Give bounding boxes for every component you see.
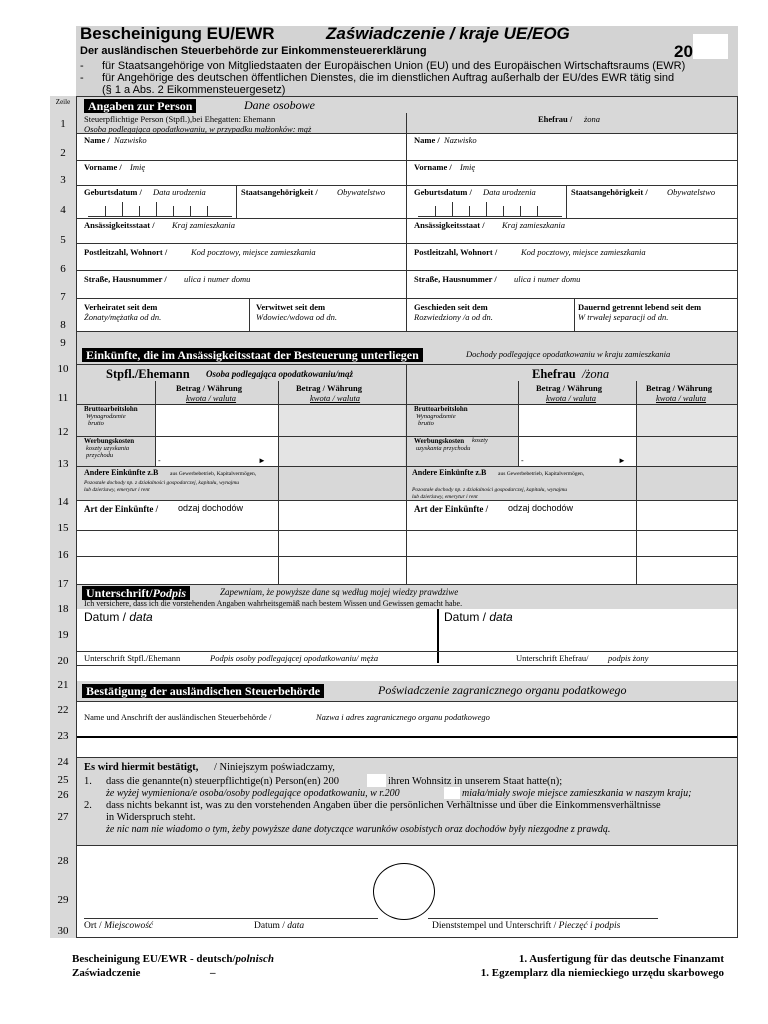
rule	[77, 466, 737, 467]
signature-section-title-pl: Zapewniam, że powyższe dane są według mojej wiedzy prawdziwe	[220, 587, 459, 597]
signature-field-wife[interactable]	[442, 626, 734, 650]
rule	[77, 270, 737, 271]
rule	[77, 160, 737, 161]
strasse-field-left[interactable]	[80, 284, 402, 296]
item1-pl-a: że wyżej wymieniona/e osoba/osoby podlegające opodatkowaniu, w r.200	[106, 788, 400, 799]
andere-label-left: Andere Einkünfte z.B	[84, 468, 159, 477]
andere-pl1-left: Pozostałe dochody np. z działalności gospodarczej, kapitału, wynajmu	[84, 480, 240, 486]
sig-wife-label: Unterschrift Ehefrau/	[516, 653, 589, 663]
rule	[77, 404, 737, 405]
line-number: 10	[57, 363, 69, 375]
rule	[236, 186, 237, 218]
line-number: 15	[57, 522, 69, 534]
rule	[435, 206, 436, 216]
werb-pl-inline-right: koszty	[472, 437, 488, 444]
gesch-date-field[interactable]	[504, 304, 570, 326]
zeile-label: Zeile	[55, 98, 71, 106]
title-pl: Zaświadczenie / kraje UE/EOG	[326, 24, 570, 43]
income-section-title-pl: Dochody podlegające opodatkowaniu w kraju zamieszkania	[466, 349, 671, 359]
rule	[77, 736, 737, 738]
rule	[77, 701, 737, 702]
stpfl-heading: Stpfl./Ehemann	[106, 367, 190, 381]
bullet1-dash: -	[80, 60, 84, 72]
stamp-label: Dienststempel und Unterschrift / Pieczęć i podpis	[432, 921, 621, 931]
authority-name-field[interactable]	[80, 724, 734, 734]
rule	[122, 202, 123, 216]
plz-field-right[interactable]	[410, 257, 732, 268]
werb-amount-left[interactable]	[166, 439, 254, 463]
art-label-right: Art der Einkünfte /	[414, 504, 489, 514]
vorname-label-left-pl: Imię	[130, 162, 146, 172]
item2-no: 2.	[84, 800, 92, 811]
plz-label-left: Postleitzahl, Wohnort /	[84, 247, 168, 257]
line-number: 20	[57, 655, 69, 667]
staat-field-left[interactable]	[240, 198, 402, 216]
line-number: 29	[57, 894, 69, 906]
brutto-amount-right[interactable]	[521, 407, 633, 433]
ehefrau-heading: Ehefrau	[532, 367, 576, 381]
footer-left-dash: –	[210, 967, 216, 979]
rule	[77, 530, 737, 531]
art-field-row15-left[interactable]	[80, 532, 276, 554]
gesch-label: Geschieden seit dem	[414, 302, 488, 312]
rule	[77, 651, 737, 652]
art-label-left-pl: odzaj dochodów	[178, 503, 244, 513]
line-number: 9	[60, 337, 66, 349]
geburt-label-left-pl: Data urodzenia	[153, 187, 206, 197]
sig-wife-label-pl: podpis żony	[608, 653, 649, 663]
wife-label-pl: żona	[584, 114, 601, 124]
verw-label-pl: Wdowiec/wdowa od dn.	[256, 312, 337, 322]
strasse-field-right[interactable]	[410, 284, 732, 296]
rule	[190, 206, 191, 216]
rule	[486, 202, 487, 216]
datum-label-right: Datum / data	[444, 610, 513, 624]
name-label-left-pl: Nazwisko	[114, 135, 147, 145]
brutto-pl1-right: Wynagrodzenie	[416, 413, 456, 420]
rule	[520, 206, 521, 216]
item1-no: 1.	[84, 776, 92, 787]
rule	[77, 500, 737, 501]
line-number: 18	[57, 603, 69, 615]
year-field-item1-pl[interactable]	[444, 787, 460, 799]
ansass-field-left[interactable]	[80, 230, 402, 241]
werb-minus-left: -	[158, 456, 161, 465]
line-number: 27	[57, 811, 69, 823]
item1-text-a: dass die genannte(n) steuerpflichtige(n) Person(en) 200	[106, 776, 339, 787]
income-divider	[406, 364, 407, 584]
rule	[636, 500, 637, 584]
arrow-right-icon: ►	[618, 456, 626, 465]
andere-label-right: Andere Einkünfte z.B	[412, 468, 487, 477]
rule	[77, 436, 737, 437]
line-number: 6	[60, 263, 66, 275]
rule	[77, 243, 737, 244]
rule	[574, 298, 575, 331]
bullet2b: (§ 1 a Abs. 2 Eikommensteuergesetz)	[102, 84, 286, 96]
line-number: 17	[57, 578, 69, 590]
andere-pl1-right: Pozostałe dochody np. z działalności gospodarczej, kapitału, wynajmu	[412, 487, 568, 493]
rule	[428, 918, 658, 919]
geburt-label-right-pl: Data urodzenia	[483, 187, 536, 197]
line-number: 14	[57, 496, 69, 508]
ort-label: Ort / Miejscowość	[84, 921, 154, 931]
rule	[278, 500, 279, 584]
betrag-col1-pl: kwota / waluta	[186, 393, 237, 403]
rule	[207, 206, 208, 216]
staat-field-right[interactable]	[570, 198, 732, 216]
verw-label: Verwitwet seit dem	[256, 302, 326, 312]
item1-text-b: ihren Wohnsitz in unserem Staat hatte(n);	[388, 776, 563, 787]
brutto-label-right: Bruttoarbeitslohn	[414, 405, 468, 413]
strasse-label-left-pl: ulica i numer domu	[184, 274, 251, 284]
plz-field-left[interactable]	[80, 257, 402, 268]
werb-minus-right: -	[521, 456, 524, 465]
arrow-right-icon: ►	[258, 456, 266, 465]
strasse-label-left: Straße, Hausnummer /	[84, 274, 167, 284]
authority-section-title-pl: Poświadczenie zagranicznego organu podatkowego	[378, 683, 627, 697]
betrag-col4-pl: kwota / waluta	[656, 393, 707, 403]
ansass-label-right: Ansässigkeitsstaat /	[414, 220, 485, 230]
rule	[278, 381, 279, 500]
betrag-col2: Betrag / Währung	[296, 383, 362, 393]
ansass-label-right-pl: Kraj zamieszkania	[502, 220, 566, 230]
art-field-row15-right[interactable]	[410, 532, 634, 554]
dauernd-label: Dauernd getrennt lebend seit dem	[578, 302, 702, 312]
income-left-col2	[278, 404, 405, 466]
confirm-heading: Es wird hiermit bestätigt,	[84, 762, 199, 773]
name-label-right-pl: Nazwisko	[444, 135, 477, 145]
name-field-right[interactable]	[410, 145, 732, 158]
authority-section-title: Bestätigung der ausländischen Steuerbehörde	[82, 684, 324, 698]
brutto-pl1-left: Wynagrodzenie	[86, 413, 126, 420]
rule	[503, 206, 504, 216]
line-number: 21	[57, 679, 69, 691]
rule	[537, 206, 538, 216]
item2-pl: że nic nam nie wiadomo o tym, żeby powyższe dane dotyczące warunków osobistych oraz dochodów były niezgodne z prawdą.	[106, 824, 611, 835]
verw-date-field[interactable]	[346, 304, 402, 326]
vorname-label-right: Vorname /	[414, 162, 452, 172]
rule	[437, 609, 439, 663]
name-label-right: Name /	[414, 135, 440, 145]
art-label-right-pl: odzaj dochodów	[508, 503, 574, 513]
art-field-row16-left[interactable]	[80, 558, 276, 582]
gesch-label-pl: Rozwiedziony /a od dn.	[414, 312, 493, 322]
rule	[566, 186, 567, 218]
betrag-col1: Betrag / Währung	[176, 383, 242, 393]
ansass-label-left-pl: Kraj zamieszkania	[172, 220, 236, 230]
ansass-field-right[interactable]	[410, 230, 732, 241]
line-number: 25	[57, 774, 69, 786]
andere-pl2-left: lub dzierżawy, emerytur i rent	[84, 487, 150, 493]
rule	[77, 757, 737, 758]
line-number: 24	[57, 756, 69, 768]
rule	[155, 381, 156, 466]
footer-left-2: Zaświadczenie	[72, 967, 141, 979]
verh-label-pl: Żonaty/mężatka od dn.	[84, 312, 162, 322]
line-number: 4	[60, 204, 66, 216]
brutto-label-left: Bruttoarbeitslohn	[84, 405, 138, 413]
line-number: 1	[60, 118, 66, 130]
footer-left-1: Bescheinigung EU/EWR - deutsch/polnisch	[72, 953, 275, 965]
wife-label: Ehefrau /	[538, 114, 573, 124]
income-section-title: Einkünfte, die im Ansässigkeitsstaat der Besteuerung unterliegen	[82, 348, 423, 362]
name-label-left: Name /	[84, 135, 110, 145]
rule	[77, 218, 737, 219]
brutto-pl2-left: brutto	[88, 420, 104, 427]
line-number: 19	[57, 629, 69, 641]
authority-datum-field[interactable]	[250, 892, 370, 916]
rule	[77, 185, 737, 186]
footer-right-1: 1. Ausfertigung für das deutsche Finanzamt	[518, 953, 724, 965]
line-number: 12	[57, 426, 69, 438]
werb-pl3-right: uzyskania przychodu	[416, 445, 471, 452]
vorname-label-right-pl: Imię	[460, 162, 476, 172]
line-number: 30	[57, 925, 69, 937]
taxpayer-label: Steuerpflichtige Person (Stpfl.),bei Ehegatten: Ehemann	[84, 114, 276, 124]
birthdate-field-left[interactable]	[88, 202, 232, 217]
andere-pl2-right: lub dzierżawy, emerytur i rent	[412, 494, 478, 500]
person-section-title: Angaben zur Person	[84, 99, 196, 113]
authority-name-label: Name und Anschrift der ausländischen Steuerbehörde /	[84, 712, 272, 722]
betrag-col3: Betrag / Währung	[536, 383, 602, 393]
name-field-left[interactable]	[80, 145, 402, 158]
line-number: 3	[60, 174, 66, 186]
werb-amount-right[interactable]	[529, 439, 615, 463]
stpfl-heading-pl: Osoba podlegająca opodatkowaniu/mąż	[206, 369, 354, 379]
plz-label-right-pl: Kod pocztowy, miejsce zamieszkania	[521, 247, 646, 257]
line-number: 13	[57, 458, 69, 470]
rule	[518, 381, 519, 466]
andere-small-left: aus Gewerbebetrieb, Kapitalvermögen,	[170, 471, 257, 477]
andere-small-right: aus Gewerbebetrieb, Kapitalvermögen,	[498, 471, 585, 477]
geburt-label-right: Geburtsdatum /	[414, 187, 472, 197]
rule	[77, 364, 737, 365]
staat-label-left-pl: Obywatelstwo	[337, 187, 386, 197]
rule	[249, 298, 250, 331]
vorname-field-left[interactable]	[80, 172, 402, 183]
authority-datum-label: Datum / data	[254, 921, 305, 931]
bullet1: für Staatsangehörige von Mitgliedstaaten der Europäischen Union (EU) und des Europäischen Wirtschaftsraums (EWR)	[102, 60, 686, 72]
vorname-field-right[interactable]	[410, 172, 732, 183]
rule	[77, 665, 737, 666]
rule	[77, 556, 737, 557]
year-prefix: 20	[674, 42, 693, 61]
income-right-col2	[636, 404, 737, 466]
ehefrau-heading-pl: /żona	[582, 367, 610, 381]
plz-label-left-pl: Kod pocztowy, miejsce zamieszkania	[191, 247, 316, 257]
strasse-label-right: Straße, Hausnummer /	[414, 274, 497, 284]
official-stamp-circle[interactable]	[373, 863, 435, 920]
staat-label-right: Staatsangehörigkeit /	[571, 187, 648, 197]
rule	[636, 381, 637, 500]
line-number: 16	[57, 549, 69, 561]
betrag-col3-pl: kwota / waluta	[546, 393, 597, 403]
line-number: 8	[60, 319, 66, 331]
confirm-heading-pl: / Niniejszym poświadczamy,	[214, 762, 335, 773]
year-field[interactable]	[693, 34, 728, 59]
line-number: 5	[60, 234, 66, 246]
taxpayer-label-pl: Osoba podlegająca opodatkowaniu, w przypadku małżonków: mąż	[84, 124, 312, 134]
werb-label-left: Werbungskosten	[84, 437, 135, 445]
art-label-left: Art der Einkünfte /	[84, 504, 159, 514]
rule	[84, 918, 378, 919]
sig-husband-label-pl: Podpis osoby podlegającej opodatkowaniu/ męża	[210, 653, 379, 663]
line-number: 7	[60, 291, 66, 303]
rule	[139, 206, 140, 216]
vorname-label-left: Vorname /	[84, 162, 122, 172]
verh-date-field[interactable]	[176, 304, 244, 326]
art-field-row16-right[interactable]	[410, 558, 634, 582]
rule	[173, 206, 174, 216]
brutto-amount-left[interactable]	[158, 407, 275, 433]
subtitle: Der ausländischen Steuerbehörde zur Einkommensteuererklärung	[80, 45, 427, 57]
betrag-col4: Betrag / Währung	[646, 383, 712, 393]
staat-label-right-pl: Obywatelstwo	[667, 187, 716, 197]
rule	[156, 202, 157, 216]
line-number: 2	[60, 147, 66, 159]
datum-label-left: Datum / data	[84, 610, 153, 624]
signature-field-husband[interactable]	[80, 626, 432, 650]
betrag-col2-pl: kwota / waluta	[310, 393, 361, 403]
geburt-label-left: Geburtsdatum /	[84, 187, 142, 197]
rule	[77, 298, 737, 299]
line-number: 28	[57, 855, 69, 867]
person-section-title-pl: Dane osobowe	[244, 98, 315, 112]
dauernd-label-pl: W trwałej separacji od dn.	[578, 312, 669, 322]
rule	[469, 206, 470, 216]
strasse-label-right-pl: ulica i numer domu	[514, 274, 581, 284]
item2-text-b: in Widerspruch steht.	[106, 812, 196, 823]
ansass-label-left: Ansässigkeitsstaat /	[84, 220, 155, 230]
rule	[77, 331, 737, 332]
authority-name-label-pl: Nazwa i adres zagranicznego organu podatkowego	[316, 712, 490, 722]
rule	[77, 845, 737, 846]
rule	[105, 206, 106, 216]
werb-label-right: Werbungskosten	[414, 437, 465, 445]
line-number: 11	[57, 392, 69, 404]
line-number: 22	[57, 704, 69, 716]
item1-pl-b: miała/miały swoje miejsce zamieszkania w naszym kraju;	[462, 788, 692, 799]
signature-section-title: Unterschrift/Podpis	[82, 586, 190, 600]
bullet2: für Angehörige des deutschen öffentlichen Dienstes, die im dienstlichen Auftrag außerhalb der EU/des EWR tätig sind	[102, 72, 675, 84]
staat-label-left: Staatsangehörigkeit /	[241, 187, 318, 197]
brutto-pl2-right: brutto	[418, 420, 434, 427]
birthdate-field-right[interactable]	[418, 202, 562, 217]
authority-signature-field[interactable]	[440, 892, 652, 916]
rule	[77, 133, 737, 134]
plz-label-right: Postleitzahl, Wohnort /	[414, 247, 498, 257]
line-number: 26	[57, 789, 69, 801]
title-de: Bescheinigung EU/EWR	[80, 24, 275, 43]
werb-pl1-left: koszty uzyskania	[86, 445, 130, 452]
sig-husband-label: Unterschrift Stpfl./Ehemann	[84, 653, 181, 663]
line-number: 23	[57, 730, 69, 742]
item2-text-a: dass nichts bekannt ist, was zu den vorstehenden Angaben über die persönlichen Verhältnisse und über die Einkommensverhältnisse	[106, 800, 661, 811]
footer-right-2: 1. Egzemplarz dla niemieckiego urzędu skarbowego	[480, 967, 724, 979]
bullet2-dash: -	[80, 72, 84, 84]
versichere-text: Ich versichere, dass ich die vorstehenden Angaben wahrheitsgemäß nach bestem Wissen und Gewissen gemacht habe.	[84, 599, 463, 608]
ort-field[interactable]	[84, 892, 244, 916]
verh-label: Verheiratet seit dem	[84, 302, 158, 312]
werb-pl2-left: przychodu	[86, 452, 114, 459]
year-field-item1[interactable]	[367, 774, 386, 787]
rule	[452, 202, 453, 216]
